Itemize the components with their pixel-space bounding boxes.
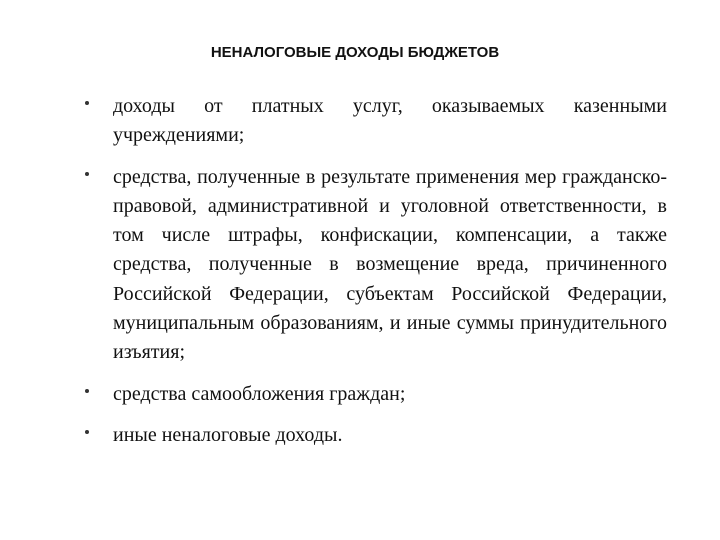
bullet-text: средства, полученные в результате применения мер гражданско-правовой, административной и уголовной ответственности, в том числе штрафы, конфискации, компенсации, а также средства, полученные в возмещение вреда, причиненного Российской Федерации, субъектам Российской Федерации, муниципальным образованиям, и иные суммы принудительного изъятия; [113,165,667,364]
bullet-dot-icon [85,101,89,105]
bullet-dot-icon [85,430,89,434]
bullet-dot-icon [85,389,89,393]
bullet-item [82,163,667,368]
slide-title: НЕНАЛОГОВЫЕ ДОХОДЫ БЮДЖЕТОВ [210,44,500,61]
bullet-item [82,92,667,151]
bullet-text: средства самообложения граждан; [113,382,406,405]
bullet-item [82,380,667,409]
bullet-text: иные неналоговые доходы. [113,423,343,446]
bullet-text: доходы от платных услуг, оказываемых казенными учреждениями; [113,95,667,147]
bullet-item [82,421,667,450]
bullet-list [82,92,667,462]
bullet-dot-icon [85,172,89,176]
